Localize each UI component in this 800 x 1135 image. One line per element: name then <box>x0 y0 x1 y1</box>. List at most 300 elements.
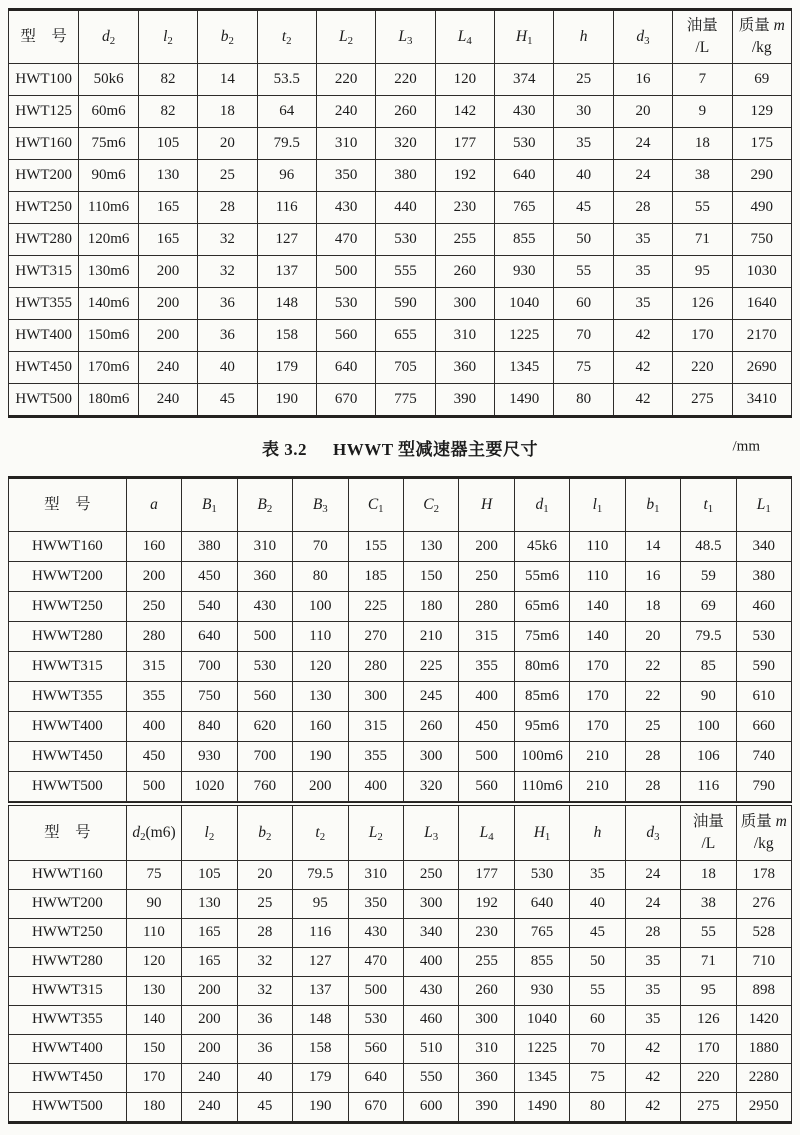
value-cell: 310 <box>459 1035 514 1064</box>
value-cell: 340 <box>403 919 458 948</box>
value-cell: 600 <box>403 1093 458 1123</box>
value-cell: 14 <box>198 64 257 96</box>
value-cell: 500 <box>237 622 292 652</box>
value-cell: 75 <box>570 1064 625 1093</box>
value-cell: 240 <box>138 384 197 417</box>
value-cell: 70 <box>554 320 613 352</box>
value-cell: 275 <box>673 384 732 417</box>
value-cell: 148 <box>257 288 316 320</box>
column-header: $B_1$ <box>182 478 237 532</box>
value-cell: 25 <box>625 712 680 742</box>
value-cell: 450 <box>126 742 181 772</box>
value-cell: 310 <box>435 320 494 352</box>
table-row <box>9 562 792 592</box>
value-cell: 71 <box>673 224 732 256</box>
table-row <box>9 1064 792 1093</box>
value-cell: 24 <box>613 128 672 160</box>
table-row <box>9 384 792 417</box>
value-cell: 490 <box>732 192 792 224</box>
value-cell: 160 <box>293 712 348 742</box>
value-cell: 22 <box>625 682 680 712</box>
value-cell: 260 <box>403 712 458 742</box>
table-row <box>9 652 792 682</box>
value-cell: 177 <box>459 861 514 890</box>
value-cell: 190 <box>257 384 316 417</box>
hwwt-shaft-mass-table <box>8 802 792 1124</box>
value-cell: 260 <box>376 96 435 128</box>
column-header: 型 号 <box>9 10 79 64</box>
value-cell: 640 <box>182 622 237 652</box>
value-cell: 275 <box>681 1093 736 1123</box>
value-cell: 85m6 <box>514 682 569 712</box>
value-cell: 28 <box>198 192 257 224</box>
model-cell: HWWT315 <box>9 977 127 1006</box>
value-cell: 2690 <box>732 352 792 384</box>
value-cell: 230 <box>459 919 514 948</box>
value-cell: 310 <box>316 128 375 160</box>
value-cell: 40 <box>570 890 625 919</box>
column-header: $b_2$ <box>198 10 257 64</box>
value-cell: 65m6 <box>514 592 569 622</box>
model-cell: HWWT200 <box>9 562 127 592</box>
value-cell: 55 <box>681 919 736 948</box>
value-cell: 170m6 <box>79 352 138 384</box>
value-cell: 32 <box>237 977 292 1006</box>
value-cell: 530 <box>316 288 375 320</box>
value-cell: 116 <box>257 192 316 224</box>
value-cell: 460 <box>736 592 791 622</box>
table-row <box>9 890 792 919</box>
column-header: 型 号 <box>9 804 127 861</box>
value-cell: 116 <box>681 772 736 802</box>
value-cell: 127 <box>257 224 316 256</box>
model-cell: HWWT315 <box>9 652 127 682</box>
value-cell: 670 <box>348 1093 403 1123</box>
value-cell: 710 <box>736 948 791 977</box>
value-cell: 530 <box>736 622 791 652</box>
column-header: $C_1$ <box>348 478 403 532</box>
value-cell: 255 <box>459 948 514 977</box>
value-cell: 400 <box>403 948 458 977</box>
value-cell: 290 <box>732 160 792 192</box>
value-cell: 35 <box>570 861 625 890</box>
value-cell: 20 <box>198 128 257 160</box>
value-cell: 126 <box>681 1006 736 1035</box>
table-row <box>9 224 792 256</box>
value-cell: 25 <box>237 890 292 919</box>
value-cell: 276 <box>736 890 791 919</box>
model-cell: HWWT400 <box>9 1035 127 1064</box>
value-cell: 110 <box>570 532 625 562</box>
value-cell: 170 <box>570 652 625 682</box>
model-cell: HWT400 <box>9 320 79 352</box>
column-header: 油量 /L <box>673 10 732 64</box>
value-cell: 930 <box>495 256 554 288</box>
column-header: h <box>570 804 625 861</box>
value-cell: 430 <box>403 977 458 1006</box>
value-cell: 355 <box>126 682 181 712</box>
value-cell: 79.5 <box>293 861 348 890</box>
value-cell: 175 <box>732 128 792 160</box>
column-header: $H_1$ <box>495 10 554 64</box>
value-cell: 560 <box>237 682 292 712</box>
value-cell: 60 <box>554 288 613 320</box>
hwt-dimensions-table <box>8 8 792 418</box>
value-cell: 500 <box>459 742 514 772</box>
value-cell: 220 <box>681 1064 736 1093</box>
value-cell: 55 <box>554 256 613 288</box>
caption-text <box>262 435 538 460</box>
value-cell: 90 <box>681 682 736 712</box>
value-cell: 170 <box>570 682 625 712</box>
value-cell: 110 <box>570 562 625 592</box>
value-cell: 25 <box>198 160 257 192</box>
value-cell: 50 <box>554 224 613 256</box>
value-cell: 200 <box>459 532 514 562</box>
value-cell: 80 <box>293 562 348 592</box>
column-header: 油量 /L <box>681 804 736 861</box>
column-header: $L_2$ <box>316 10 375 64</box>
table-row <box>9 861 792 890</box>
value-cell: 16 <box>613 64 672 96</box>
column-header: 质量 m /kg <box>736 804 791 861</box>
value-cell: 540 <box>182 592 237 622</box>
value-cell: 230 <box>435 192 494 224</box>
column-header: $L_3$ <box>376 10 435 64</box>
value-cell: 450 <box>459 712 514 742</box>
value-cell: 530 <box>376 224 435 256</box>
value-cell: 79.5 <box>257 128 316 160</box>
unit-label: /mm <box>732 438 760 455</box>
value-cell: 380 <box>736 562 791 592</box>
value-cell: 1345 <box>495 352 554 384</box>
column-header: $d_2$ <box>79 10 138 64</box>
column-header: $l_2$ <box>138 10 197 64</box>
value-cell: 75m6 <box>514 622 569 652</box>
value-cell: 24 <box>625 890 680 919</box>
column-header: $L_4$ <box>435 10 494 64</box>
value-cell: 120 <box>126 948 181 977</box>
value-cell: 360 <box>237 562 292 592</box>
value-cell: 240 <box>182 1064 237 1093</box>
value-cell: 140 <box>126 1006 181 1035</box>
model-cell: HWWT200 <box>9 890 127 919</box>
value-cell: 2950 <box>736 1093 791 1123</box>
value-cell: 560 <box>316 320 375 352</box>
value-cell: 400 <box>348 772 403 802</box>
table-row <box>9 682 792 712</box>
value-cell: 158 <box>293 1035 348 1064</box>
model-cell: HWT125 <box>9 96 79 128</box>
model-cell: HWWT280 <box>9 622 127 652</box>
value-cell: 300 <box>403 890 458 919</box>
value-cell: 240 <box>182 1093 237 1123</box>
column-header: H <box>459 478 514 532</box>
value-cell: 855 <box>514 948 569 977</box>
value-cell: 150m6 <box>79 320 138 352</box>
value-cell: 360 <box>459 1064 514 1093</box>
value-cell: 610 <box>736 682 791 712</box>
value-cell: 460 <box>403 1006 458 1035</box>
value-cell: 220 <box>376 64 435 96</box>
value-cell: 82 <box>138 96 197 128</box>
value-cell: 380 <box>182 532 237 562</box>
value-cell: 240 <box>316 96 375 128</box>
column-header: $d_2(m6)$ <box>126 804 181 861</box>
value-cell: 70 <box>293 532 348 562</box>
value-cell: 36 <box>237 1035 292 1064</box>
value-cell: 148 <box>293 1006 348 1035</box>
value-cell: 28 <box>625 919 680 948</box>
value-cell: 75m6 <box>79 128 138 160</box>
value-cell: 75 <box>554 352 613 384</box>
model-cell: HWWT500 <box>9 772 127 802</box>
value-cell: 71 <box>681 948 736 977</box>
value-cell: 25 <box>554 64 613 96</box>
value-cell: 210 <box>403 622 458 652</box>
value-cell: 790 <box>736 772 791 802</box>
value-cell: 200 <box>138 288 197 320</box>
value-cell: 35 <box>613 224 672 256</box>
value-cell: 35 <box>625 948 680 977</box>
value-cell: 90 <box>126 890 181 919</box>
value-cell: 1040 <box>514 1006 569 1035</box>
value-cell: 555 <box>376 256 435 288</box>
value-cell: 400 <box>459 682 514 712</box>
column-header: $d_3$ <box>613 10 672 64</box>
value-cell: 185 <box>348 562 403 592</box>
value-cell: 655 <box>376 320 435 352</box>
value-cell: 150 <box>403 562 458 592</box>
value-cell: 700 <box>237 742 292 772</box>
value-cell: 500 <box>316 256 375 288</box>
value-cell: 55 <box>570 977 625 1006</box>
value-cell: 130 <box>293 682 348 712</box>
value-cell: 20 <box>237 861 292 890</box>
value-cell: 40 <box>198 352 257 384</box>
value-cell: 126 <box>673 288 732 320</box>
value-cell: 35 <box>625 977 680 1006</box>
value-cell: 95 <box>673 256 732 288</box>
value-cell: 270 <box>348 622 403 652</box>
value-cell: 64 <box>257 96 316 128</box>
value-cell: 340 <box>736 532 791 562</box>
model-cell: HWT500 <box>9 384 79 417</box>
value-cell: 705 <box>376 352 435 384</box>
value-cell: 48.5 <box>681 532 736 562</box>
value-cell: 930 <box>514 977 569 1006</box>
value-cell: 60 <box>570 1006 625 1035</box>
value-cell: 180 <box>126 1093 181 1123</box>
value-cell: 300 <box>435 288 494 320</box>
value-cell: 38 <box>681 890 736 919</box>
value-cell: 150 <box>126 1035 181 1064</box>
table-row <box>9 128 792 160</box>
value-cell: 280 <box>348 652 403 682</box>
column-header: $l_1$ <box>570 478 625 532</box>
value-cell: 220 <box>673 352 732 384</box>
value-cell: 1640 <box>732 288 792 320</box>
value-cell: 220 <box>316 64 375 96</box>
value-cell: 550 <box>403 1064 458 1093</box>
value-cell: 105 <box>182 861 237 890</box>
value-cell: 470 <box>316 224 375 256</box>
value-cell: 590 <box>736 652 791 682</box>
value-cell: 355 <box>348 742 403 772</box>
value-cell: 30 <box>554 96 613 128</box>
value-cell: 640 <box>514 890 569 919</box>
value-cell: 1420 <box>736 1006 791 1035</box>
value-cell: 32 <box>198 256 257 288</box>
value-cell: 2280 <box>736 1064 791 1093</box>
value-cell: 45 <box>554 192 613 224</box>
value-cell: 260 <box>435 256 494 288</box>
value-cell: 95m6 <box>514 712 569 742</box>
value-cell: 179 <box>257 352 316 384</box>
value-cell: 42 <box>625 1093 680 1123</box>
model-cell: HWT160 <box>9 128 79 160</box>
table-row <box>9 64 792 96</box>
value-cell: 155 <box>348 532 403 562</box>
value-cell: 100 <box>681 712 736 742</box>
value-cell: 18 <box>673 128 732 160</box>
value-cell: 110m6 <box>79 192 138 224</box>
value-cell: 82 <box>138 64 197 96</box>
header-row <box>9 10 792 64</box>
value-cell: 660 <box>736 712 791 742</box>
value-cell: 280 <box>126 622 181 652</box>
value-cell: 42 <box>625 1035 680 1064</box>
value-cell: 120 <box>293 652 348 682</box>
model-cell: HWT315 <box>9 256 79 288</box>
value-cell: 430 <box>237 592 292 622</box>
value-cell: 45 <box>570 919 625 948</box>
table-row <box>9 288 792 320</box>
value-cell: 130 <box>403 532 458 562</box>
column-header: $C_2$ <box>403 478 458 532</box>
value-cell: 500 <box>126 772 181 802</box>
value-cell: 165 <box>138 224 197 256</box>
table-row <box>9 977 792 1006</box>
column-header: $b_1$ <box>625 478 680 532</box>
value-cell: 190 <box>293 742 348 772</box>
value-cell: 640 <box>316 352 375 384</box>
column-header: $d_3$ <box>625 804 680 861</box>
value-cell: 69 <box>681 592 736 622</box>
table-row <box>9 1035 792 1064</box>
value-cell: 510 <box>403 1035 458 1064</box>
value-cell: 140 <box>570 592 625 622</box>
model-cell: HWWT160 <box>9 861 127 890</box>
value-cell: 9 <box>673 96 732 128</box>
value-cell: 59 <box>681 562 736 592</box>
value-cell: 590 <box>376 288 435 320</box>
value-cell: 620 <box>237 712 292 742</box>
value-cell: 35 <box>613 288 672 320</box>
value-cell: 750 <box>732 224 792 256</box>
value-cell: 210 <box>570 742 625 772</box>
value-cell: 165 <box>138 192 197 224</box>
value-cell: 192 <box>435 160 494 192</box>
table-caption <box>8 418 792 476</box>
value-cell: 130 <box>138 160 197 192</box>
value-cell: 390 <box>435 384 494 417</box>
value-cell: 35 <box>613 256 672 288</box>
value-cell: 315 <box>126 652 181 682</box>
value-cell: 100 <box>293 592 348 622</box>
value-cell: 24 <box>613 160 672 192</box>
value-cell: 50 <box>570 948 625 977</box>
value-cell: 2170 <box>732 320 792 352</box>
value-cell: 765 <box>514 919 569 948</box>
value-cell: 38 <box>673 160 732 192</box>
value-cell: 75 <box>126 861 181 890</box>
value-cell: 350 <box>348 890 403 919</box>
value-cell: 390 <box>459 1093 514 1123</box>
table-row <box>9 1006 792 1035</box>
column-header: h <box>554 10 613 64</box>
value-cell: 225 <box>403 652 458 682</box>
value-cell: 40 <box>237 1064 292 1093</box>
value-cell: 106 <box>681 742 736 772</box>
model-cell: HWWT250 <box>9 919 127 948</box>
table-row <box>9 772 792 802</box>
value-cell: 45k6 <box>514 532 569 562</box>
value-cell: 840 <box>182 712 237 742</box>
table-row <box>9 352 792 384</box>
table-row <box>9 742 792 772</box>
value-cell: 200 <box>182 1006 237 1035</box>
value-cell: 28 <box>613 192 672 224</box>
model-cell: HWWT160 <box>9 532 127 562</box>
value-cell: 450 <box>182 562 237 592</box>
value-cell: 105 <box>138 128 197 160</box>
value-cell: 120 <box>435 64 494 96</box>
column-header: $b_2$ <box>237 804 292 861</box>
model-cell: HWT100 <box>9 64 79 96</box>
table-row <box>9 96 792 128</box>
value-cell: 250 <box>126 592 181 622</box>
table-row <box>9 919 792 948</box>
value-cell: 260 <box>459 977 514 1006</box>
value-cell: 310 <box>348 861 403 890</box>
table-row <box>9 256 792 288</box>
value-cell: 95 <box>293 890 348 919</box>
value-cell: 140 <box>570 622 625 652</box>
value-cell: 70 <box>570 1035 625 1064</box>
value-cell: 360 <box>435 352 494 384</box>
value-cell: 36 <box>237 1006 292 1035</box>
value-cell: 178 <box>736 861 791 890</box>
column-header: $H_1$ <box>514 804 569 861</box>
value-cell: 130 <box>182 890 237 919</box>
value-cell: 42 <box>613 384 672 417</box>
value-cell: 28 <box>625 742 680 772</box>
table-row <box>9 160 792 192</box>
value-cell: 190 <box>293 1093 348 1123</box>
value-cell: 129 <box>732 96 792 128</box>
value-cell: 80 <box>554 384 613 417</box>
value-cell: 750 <box>182 682 237 712</box>
value-cell: 120m6 <box>79 224 138 256</box>
value-cell: 18 <box>625 592 680 622</box>
column-header: $t_2$ <box>257 10 316 64</box>
value-cell: 96 <box>257 160 316 192</box>
value-cell: 14 <box>625 532 680 562</box>
value-cell: 7 <box>673 64 732 96</box>
value-cell: 22 <box>625 652 680 682</box>
column-header: $t_2$ <box>293 804 348 861</box>
